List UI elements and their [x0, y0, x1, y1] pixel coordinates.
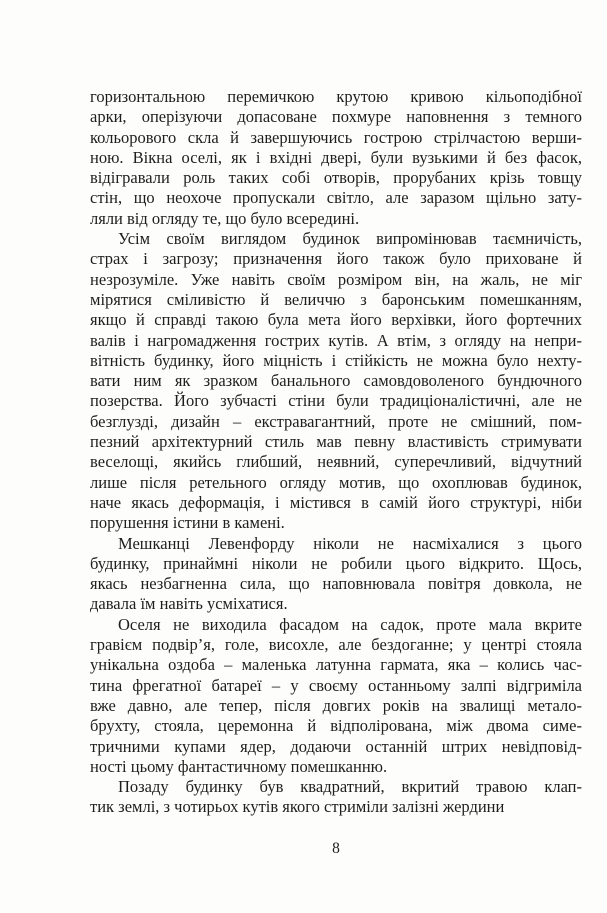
text-line: будинку, принаймні ніколи не робили цього відкрито. Щось,: [90, 553, 582, 573]
text-line: незрозуміле. Уже навіть своїм розміром він, на жаль, не міг: [90, 269, 582, 289]
text-line: арки, оперізуючи допасоване похмуре наповнення з темного: [90, 107, 582, 127]
text-line: ності цьому фантастичному помешканню.: [90, 756, 388, 776]
text-line: Усім своїм виглядом будинок випромінював таємничість,: [118, 229, 582, 249]
text-line: гравієм подвір’я, голе, висохле, але бездоганне; у центрі стояла: [90, 635, 582, 655]
text-line: вати ним як зразком банального самовдоволеного бундючного: [90, 371, 582, 391]
paragraph: [90, 87, 582, 229]
text-line: веселощі, якийсь глибший, неявний, суперечливий, відчутний: [90, 452, 582, 472]
text-line: давала їм навіть усміхатися.: [90, 594, 288, 614]
text-line: тик землі, з чотирьох кутів якого стриміли залізні жердини: [90, 797, 505, 817]
text-line: вітність будинку, його міцність і стійкість не можна було нехту-: [90, 350, 582, 370]
text-line: горизонтальною перемичкою крутою кривою кільоподібної: [90, 87, 582, 106]
text-line: тина фрегатної батареї – у своєму останньому залпі відгриміла: [90, 675, 582, 695]
paragraph: [90, 777, 582, 818]
paragraph: [90, 229, 582, 533]
text-line: страх і загрозу; призначення його також було приховане й: [90, 249, 582, 269]
text-line: якщо й справді такою була мета його верхівки, його фортечних: [90, 310, 582, 330]
text-line: ляли від огляду те, що було всередині.: [90, 208, 360, 228]
text-line: відігравали роль таких собі отворів, прорубаних крізь товщу: [90, 168, 582, 188]
text-line: ною. Вікна оселі, як і вхідні двері, були вузькими й без фасок,: [90, 147, 582, 167]
text-line: позерства. Його зубчасті стіни були традиціоналістичні, але не: [90, 391, 582, 411]
text-line: пезний архітектурний стиль мав певну властивість стримувати: [90, 432, 582, 452]
paragraph: [90, 534, 582, 615]
text-line: вже давно, але тепер, після довгих років на звалищі метало-: [90, 695, 582, 715]
text-line: кольорового скла й завершуючись гострою стрілчастою верши-: [90, 127, 582, 147]
page-number: 8: [332, 840, 340, 857]
text-line: стін, що неохоче пропускали світло, але заразом щільно зату-: [90, 188, 582, 208]
text-line: мірятися сміливістю й величчю з баронським помешканням,: [90, 289, 582, 309]
text-line: Оселя не виходила фасадом на садок, проте мала вкрите: [118, 614, 582, 634]
text-block: [90, 87, 582, 818]
text-line: наче якась деформація, і містився в самій його структурі, ніби: [90, 492, 582, 512]
text-line: тричними купами ядер, додаючи останній штрих невідповід-: [90, 736, 582, 756]
text-line: якась незбагненна сила, що наповнювала повітря довкола, не: [90, 574, 582, 594]
text-line: безглузді, дизайн – екстравагантний, проте не смішний, пом-: [90, 411, 582, 431]
text-line: унікальна оздоба – маленька латунна гармата, яка – колись час-: [90, 655, 582, 675]
text-line: валів і нагромадження гострих кутів. А втім, з огляду на непри-: [90, 330, 582, 350]
paragraph: [90, 615, 582, 777]
text-line: Мешканці Левенфорду ніколи не насміхалися з цього: [118, 533, 582, 553]
text-line: лише після ретельного огляду мотив, що охоплював будинок,: [90, 472, 582, 492]
text-line: порушення істини в камені.: [90, 513, 285, 533]
text-line: Позаду будинку був квадратний, вкритий травою клап-: [118, 777, 582, 797]
text-line: брухту, стояла, церемонна й відполірована, між двома симе-: [90, 716, 582, 736]
